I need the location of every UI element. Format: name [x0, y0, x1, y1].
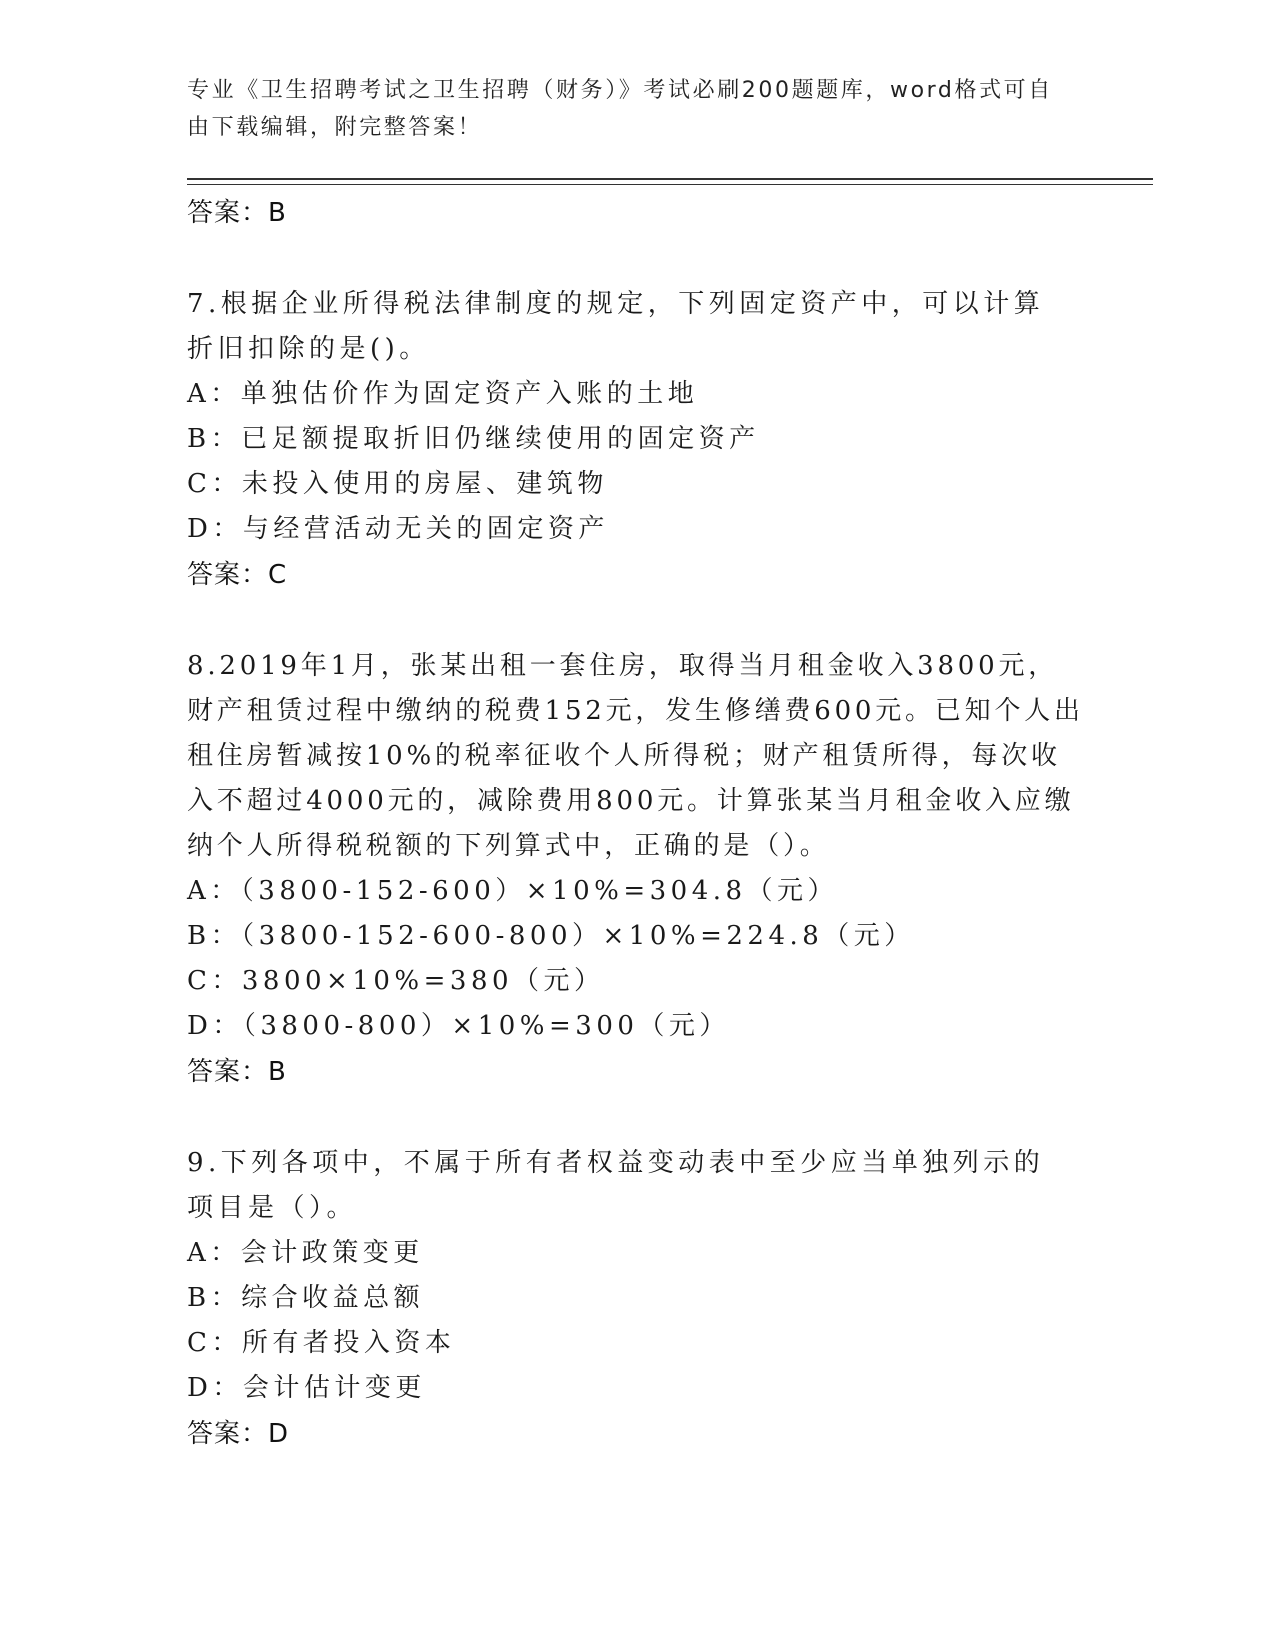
option-c: C：3800×10%=380（元）: [187, 966, 605, 996]
answer: 答案：B: [187, 1057, 287, 1087]
question-text: 7.根据企业所得税法律制度的规定，下列固定资产中，可以计算折旧扣除的是()。: [187, 289, 1045, 364]
document-body: [187, 188, 1087, 1457]
answer: 答案：C: [187, 560, 288, 590]
question-7: [187, 282, 1087, 598]
option-d: D：会计估计变更: [187, 1373, 426, 1403]
option-a: A：会计政策变更: [187, 1238, 424, 1268]
question-8: [187, 644, 1087, 1095]
document-header: 专业《卫生招聘考试之卫生招聘（财务）》考试必刷200题题库，word格式可自由下载编辑，附完整答案！: [187, 78, 1053, 140]
option-c: C：未投入使用的房屋、建筑物: [187, 469, 608, 499]
option-c: C：所有者投入资本: [187, 1328, 456, 1358]
option-b: B：已足额提取折旧仍继续使用的固定资产: [187, 424, 760, 454]
option-a: A：（3800-152-600）×10%=304.8（元）: [187, 876, 839, 906]
question-text: 8.2019年1月，张某出租一套住房，取得当月租金收入3800元，财产租赁过程中缴纳的税费152元，发生修缮费600元。已知个人出租住房暂减按10%的税率征收个人所得税；财产租赁所得，每次收入不超过4000元的，减除费用800元。计算张某当月租金收入应缴纳个人所得税税额的下列算式中，正确的是（）。: [187, 651, 1084, 861]
spacer: [187, 1095, 1087, 1141]
previous-answer: 答案：B: [187, 198, 287, 228]
spacer: [187, 236, 1087, 282]
option-a: A：单独估价作为固定资产入账的土地: [187, 379, 699, 409]
answer: 答案：D: [187, 1419, 290, 1449]
spacer: [187, 598, 1087, 644]
option-b: B：综合收益总额: [187, 1283, 425, 1313]
question-text: 9.下列各项中，不属于所有者权益变动表中至少应当单独列示的项目是（）。: [187, 1148, 1045, 1223]
question-9: [187, 1141, 1087, 1457]
header-rule-thin: [187, 184, 1153, 185]
header-rule-thick: [187, 178, 1153, 180]
option-d: D：与经营活动无关的固定资产: [187, 514, 609, 544]
option-d: D：（3800-800）×10%=300（元）: [187, 1011, 730, 1041]
option-b: B：（3800-152-600-800）×10%=224.8（元）: [187, 921, 915, 951]
